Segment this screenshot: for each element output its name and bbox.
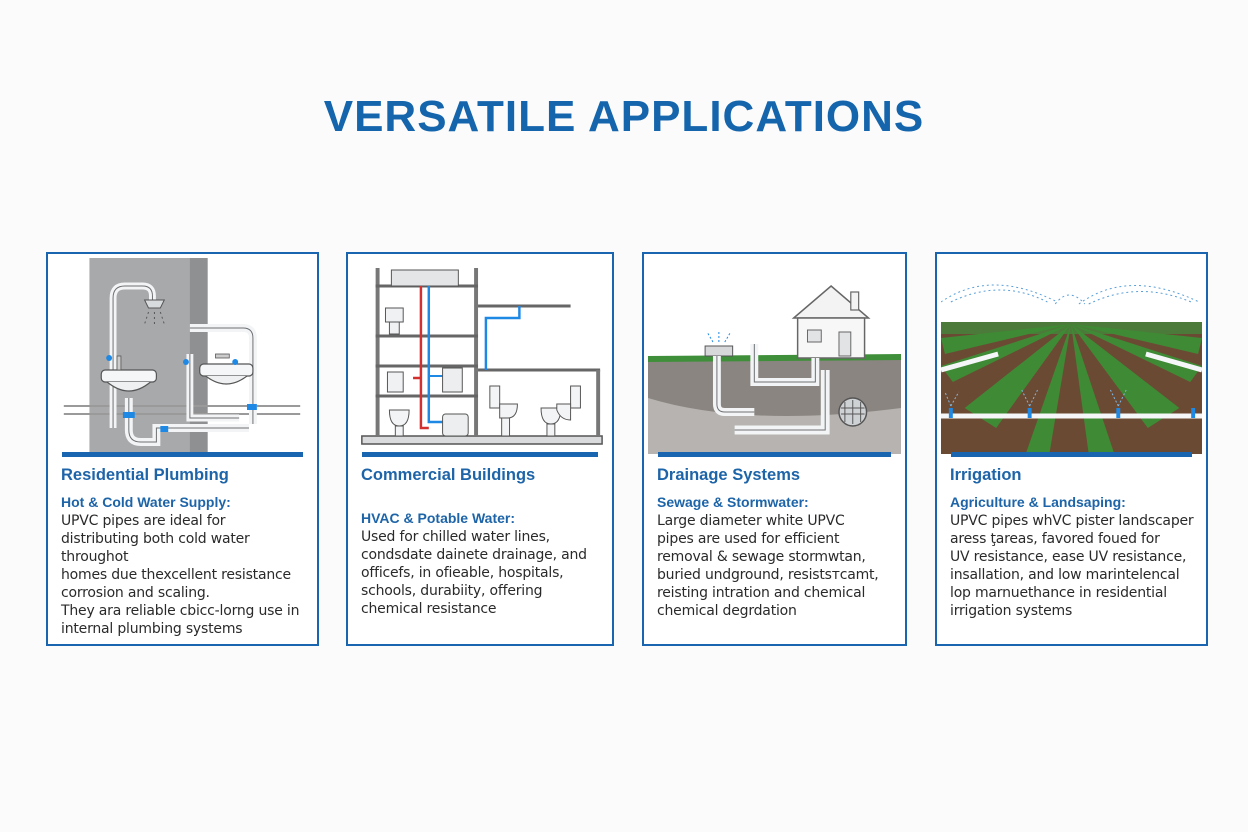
card-subtitle: Hot & Cold Water Supply: <box>61 494 231 510</box>
card-drainage-systems <box>642 252 907 646</box>
card-body: Large diameter white UPVC pipes are used for efficient removal & sewage stormwtan, buried undground, resistsтcamt, reisting intration and chemical chemical degrdation <box>657 513 879 619</box>
bathroom-plumbing-illustration <box>52 258 313 454</box>
section-divider <box>951 452 1192 457</box>
card-subtitle: HVAC & Potable Water: <box>361 510 516 526</box>
card-title: Residential Plumbing <box>61 466 229 484</box>
card-body: UPVC pipes are ideal for distributing both cold water throughot homes due thexcellent resistance corrosion and scaling. They ara reliable cbicс-lorng use in internal plumbing systems <box>61 513 300 637</box>
field-sprinklers-illustration <box>941 258 1202 454</box>
card-title: Commercial Buildings <box>361 466 536 484</box>
card-title: Drainage Systems <box>657 466 801 484</box>
card-body: UPVC pipes whVC pister landscaper aress ţareas, favored foued for UV resistance, ease UV resistance, insallation, and low marintelencal lop marnuethance in residential irrigation systems <box>950 513 1194 619</box>
page-title: VERSATILE APPLICATIONS <box>323 92 925 141</box>
card-body: Used for chilled water lines, condsdate dainete drainage, and officefs, in ofieable, hospitals, schools, durabiity, offering chemical resistance <box>361 529 587 617</box>
building-cross-section-illustration <box>352 258 608 454</box>
section-divider <box>658 452 891 457</box>
card-subtitle: Sewage & Stormwater: <box>657 494 809 510</box>
card-subtitle: Agriculture & Landsaping: <box>950 494 1126 510</box>
card-residential-plumbing <box>46 252 319 646</box>
section-divider <box>362 452 598 457</box>
card-commercial-buildings <box>346 252 614 646</box>
section-divider <box>62 452 303 457</box>
underground-drainage-illustration <box>648 258 901 454</box>
card-title: Irrigation <box>950 466 1022 484</box>
card-irrigation <box>935 252 1208 646</box>
